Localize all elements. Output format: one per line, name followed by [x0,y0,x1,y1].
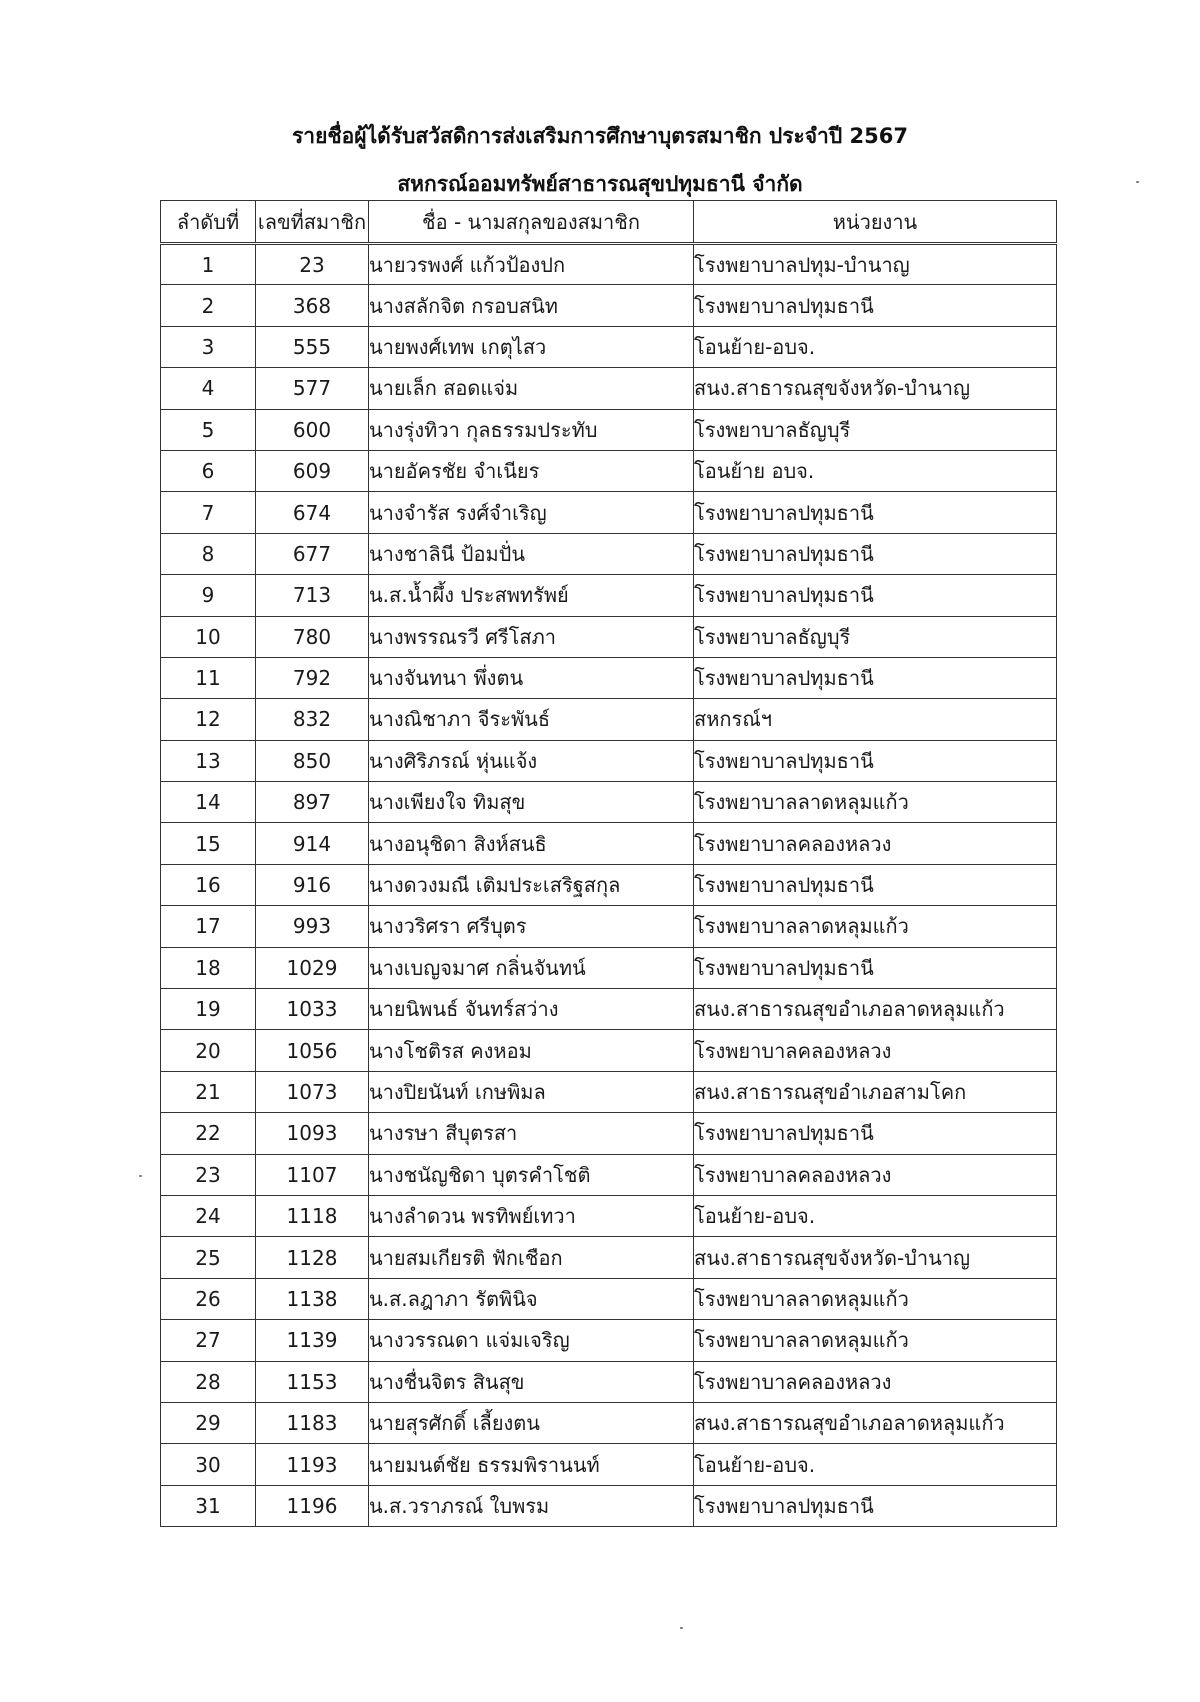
row-unit: โรงพยาบาลปทุมธานี [694,492,1057,533]
row-member-id: 23 [256,244,369,285]
row-order: 11 [161,657,256,698]
row-member-id: 1139 [256,1320,369,1361]
row-unit: โรงพยาบาลปทุมธานี [694,657,1057,698]
row-member-name: นายพงศ์เทพ เกตุไสว [369,326,694,367]
row-unit: โรงพยาบาลปทุม-บำนาญ [694,244,1057,285]
row-order: 31 [161,1485,256,1526]
table-row [161,285,1057,326]
table-row [161,782,1057,823]
row-order: 5 [161,409,256,450]
row-member-id: 832 [256,699,369,740]
row-member-name: นายสมเกียรติ ฟักเชือก [369,1237,694,1278]
row-member-name: นางชนัญชิดา บุตรคำโชติ [369,1154,694,1195]
row-member-id: 677 [256,533,369,574]
row-unit: โรงพยาบาลธัญบุรี [694,409,1057,450]
row-unit: โรงพยาบาลปทุมธานี [694,575,1057,616]
row-member-name: น.ส.น้ำผึ้ง ประสพทรัพย์ [369,575,694,616]
row-member-name: นางเบญจมาศ กลิ่นจันทน์ [369,947,694,988]
header-member-name: ชื่อ - นามสกุลของสมาชิก [369,201,694,244]
row-member-id: 1029 [256,947,369,988]
row-member-id: 1153 [256,1361,369,1402]
row-order: 12 [161,699,256,740]
table-row [161,409,1057,450]
row-order: 14 [161,782,256,823]
row-unit: โรงพยาบาลคลองหลวง [694,1361,1057,1402]
row-member-id: 1073 [256,1071,369,1112]
row-member-id: 1118 [256,1195,369,1236]
table-row [161,533,1057,574]
row-unit: โรงพยาบาลลาดหลุมแก้ว [694,906,1057,947]
document-subtitle: สหกรณ์ออมทรัพย์สาธารณสุขปทุมธานี จำกัด [397,172,803,196]
row-member-name: นางวรรณดา แจ่มเจริญ [369,1320,694,1361]
row-order: 19 [161,989,256,1030]
row-member-id: 600 [256,409,369,450]
table-row [161,1071,1057,1112]
row-member-name: นายเล็ก สอดแจ่ม [369,368,694,409]
table-row [161,699,1057,740]
scan-speck [1136,181,1139,183]
row-order: 3 [161,326,256,367]
row-unit: โอนย้าย-อบจ. [694,326,1057,367]
row-member-id: 914 [256,823,369,864]
row-order: 26 [161,1278,256,1319]
row-member-name: นางดวงมณี เติมประเสริฐสกุล [369,864,694,905]
row-unit: โรงพยาบาลปทุมธานี [694,1485,1057,1526]
row-member-name: นายมนต์ชัย ธรรมพิรานนท์ [369,1444,694,1485]
row-member-id: 713 [256,575,369,616]
row-member-name: นางอนุชิดา สิงห์สนธิ [369,823,694,864]
row-member-id: 1183 [256,1402,369,1443]
row-member-id: 1093 [256,1113,369,1154]
row-member-name: นายสุรศักดิ์ เลี้ยงตน [369,1402,694,1443]
row-member-name: นางสลักจิต กรอบสนิท [369,285,694,326]
table-row [161,823,1057,864]
row-member-name: นางปิยนันท์ เกษพิมล [369,1071,694,1112]
row-member-id: 850 [256,740,369,781]
row-order: 21 [161,1071,256,1112]
row-order: 4 [161,368,256,409]
row-member-name: นางชาลินี ป้อมปั่น [369,533,694,574]
row-member-id: 1196 [256,1485,369,1526]
row-order: 20 [161,1030,256,1071]
table-row [161,1402,1057,1443]
row-order: 16 [161,864,256,905]
row-order: 25 [161,1237,256,1278]
table-row [161,1278,1057,1319]
row-member-name: นางวริศรา ศรีบุตร [369,906,694,947]
row-order: 10 [161,616,256,657]
row-order: 6 [161,450,256,491]
table-row [161,1237,1057,1278]
row-unit: โรงพยาบาลลาดหลุมแก้ว [694,1320,1057,1361]
row-unit: โรงพยาบาลปทุมธานี [694,740,1057,781]
table-body [161,244,1057,1527]
table-row [161,1030,1057,1071]
row-member-name: นางลำดวน พรทิพย์เทวา [369,1195,694,1236]
row-order: 18 [161,947,256,988]
table-row [161,575,1057,616]
row-order: 23 [161,1154,256,1195]
row-unit: สนง.สาธารณสุขจังหวัด-บำนาญ [694,368,1057,409]
row-unit: โรงพยาบาลปทุมธานี [694,947,1057,988]
header-member-id: เลขที่สมาชิก [256,201,369,244]
row-unit: โอนย้าย อบจ. [694,450,1057,491]
row-member-name: นางพรรณรวี ศรีโสภา [369,616,694,657]
row-member-id: 780 [256,616,369,657]
row-unit: โรงพยาบาลลาดหลุมแก้ว [694,1278,1057,1319]
row-unit: สนง.สาธารณสุขอำเภอสามโคก [694,1071,1057,1112]
row-order: 13 [161,740,256,781]
table-row [161,244,1057,285]
row-unit: สนง.สาธารณสุขจังหวัด-บำนาญ [694,1237,1057,1278]
row-order: 1 [161,244,256,285]
row-member-name: นายอัครชัย จำเนียร [369,450,694,491]
row-member-name: นางจำรัส รงศ์จำเริญ [369,492,694,533]
header-unit: หน่วยงาน [694,201,1057,244]
header-row [161,201,1057,244]
row-order: 2 [161,285,256,326]
row-member-id: 1056 [256,1030,369,1071]
row-order: 7 [161,492,256,533]
row-unit: สนง.สาธารณสุขอำเภอลาดหลุมแก้ว [694,1402,1057,1443]
row-member-id: 674 [256,492,369,533]
row-member-id: 897 [256,782,369,823]
header-order: ลำดับที่ [161,201,256,244]
row-unit: โรงพยาบาลปทุมธานี [694,285,1057,326]
table-header [161,201,1057,244]
row-member-id: 1107 [256,1154,369,1195]
row-member-name: นางรุ่งทิวา กุลธรรมประทับ [369,409,694,450]
row-unit: โรงพยาบาลปทุมธานี [694,533,1057,574]
row-member-id: 555 [256,326,369,367]
row-order: 9 [161,575,256,616]
table-row [161,1195,1057,1236]
row-unit: สหกรณ์ฯ [694,699,1057,740]
scan-speck [680,1627,683,1629]
table-row [161,1361,1057,1402]
row-unit: โรงพยาบาลคลองหลวง [694,1030,1057,1071]
row-member-id: 993 [256,906,369,947]
row-unit: โรงพยาบาลคลองหลวง [694,1154,1057,1195]
row-member-id: 577 [256,368,369,409]
table-row [161,1154,1057,1195]
row-member-id: 1138 [256,1278,369,1319]
row-member-name: น.ส.วราภรณ์ ใบพรม [369,1485,694,1526]
row-order: 15 [161,823,256,864]
row-order: 29 [161,1402,256,1443]
row-member-id: 368 [256,285,369,326]
row-unit: โรงพยาบาลธัญบุรี [694,616,1057,657]
row-unit: โรงพยาบาลลาดหลุมแก้ว [694,782,1057,823]
table-row [161,616,1057,657]
row-order: 24 [161,1195,256,1236]
row-unit: โรงพยาบาลปทุมธานี [694,864,1057,905]
table-row [161,947,1057,988]
table-row [161,1444,1057,1485]
document-title: รายชื่อผู้ได้รับสวัสดิการส่งเสริมการศึกษาบุตรสมาชิก ประจำปี 2567 [292,124,908,148]
row-member-id: 1033 [256,989,369,1030]
row-member-name: นายวรพงศ์ แก้วป้องปก [369,244,694,285]
row-member-name: นางโชติรส คงหอม [369,1030,694,1071]
table-row [161,864,1057,905]
row-order: 8 [161,533,256,574]
table-row [161,368,1057,409]
row-member-id: 916 [256,864,369,905]
row-member-id: 1128 [256,1237,369,1278]
table-row [161,906,1057,947]
row-member-name: นายนิพนธ์ จันทร์สว่าง [369,989,694,1030]
row-member-name: นางศิริภรณ์ หุ่นแจ้ง [369,740,694,781]
row-unit: โอนย้าย-อบจ. [694,1195,1057,1236]
row-order: 30 [161,1444,256,1485]
members-table [160,200,1057,1527]
row-member-id: 609 [256,450,369,491]
row-member-name: นางชื่นจิตร สินสุข [369,1361,694,1402]
row-member-id: 1193 [256,1444,369,1485]
table-row [161,1320,1057,1361]
table-row [161,989,1057,1030]
table-row [161,492,1057,533]
table-row [161,657,1057,698]
row-member-name: นางเพียงใจ ทิมสุข [369,782,694,823]
row-member-name: นางณิชาภา จีระพันธ์ [369,699,694,740]
row-order: 17 [161,906,256,947]
row-member-id: 792 [256,657,369,698]
row-order: 27 [161,1320,256,1361]
table-row [161,450,1057,491]
row-unit: โอนย้าย-อบจ. [694,1444,1057,1485]
row-unit: โรงพยาบาลคลองหลวง [694,823,1057,864]
row-unit: สนง.สาธารณสุขอำเภอลาดหลุมแก้ว [694,989,1057,1030]
scan-speck [139,1175,142,1177]
row-member-name: นางรษา สีบุตรสา [369,1113,694,1154]
table-row [161,740,1057,781]
table-row [161,1113,1057,1154]
table-row [161,1485,1057,1526]
table-row [161,326,1057,367]
row-order: 22 [161,1113,256,1154]
row-unit: โรงพยาบาลปทุมธานี [694,1113,1057,1154]
row-member-name: น.ส.ลฎาภา รัตพินิจ [369,1278,694,1319]
row-member-name: นางจันทนา พึ่งตน [369,657,694,698]
row-order: 28 [161,1361,256,1402]
